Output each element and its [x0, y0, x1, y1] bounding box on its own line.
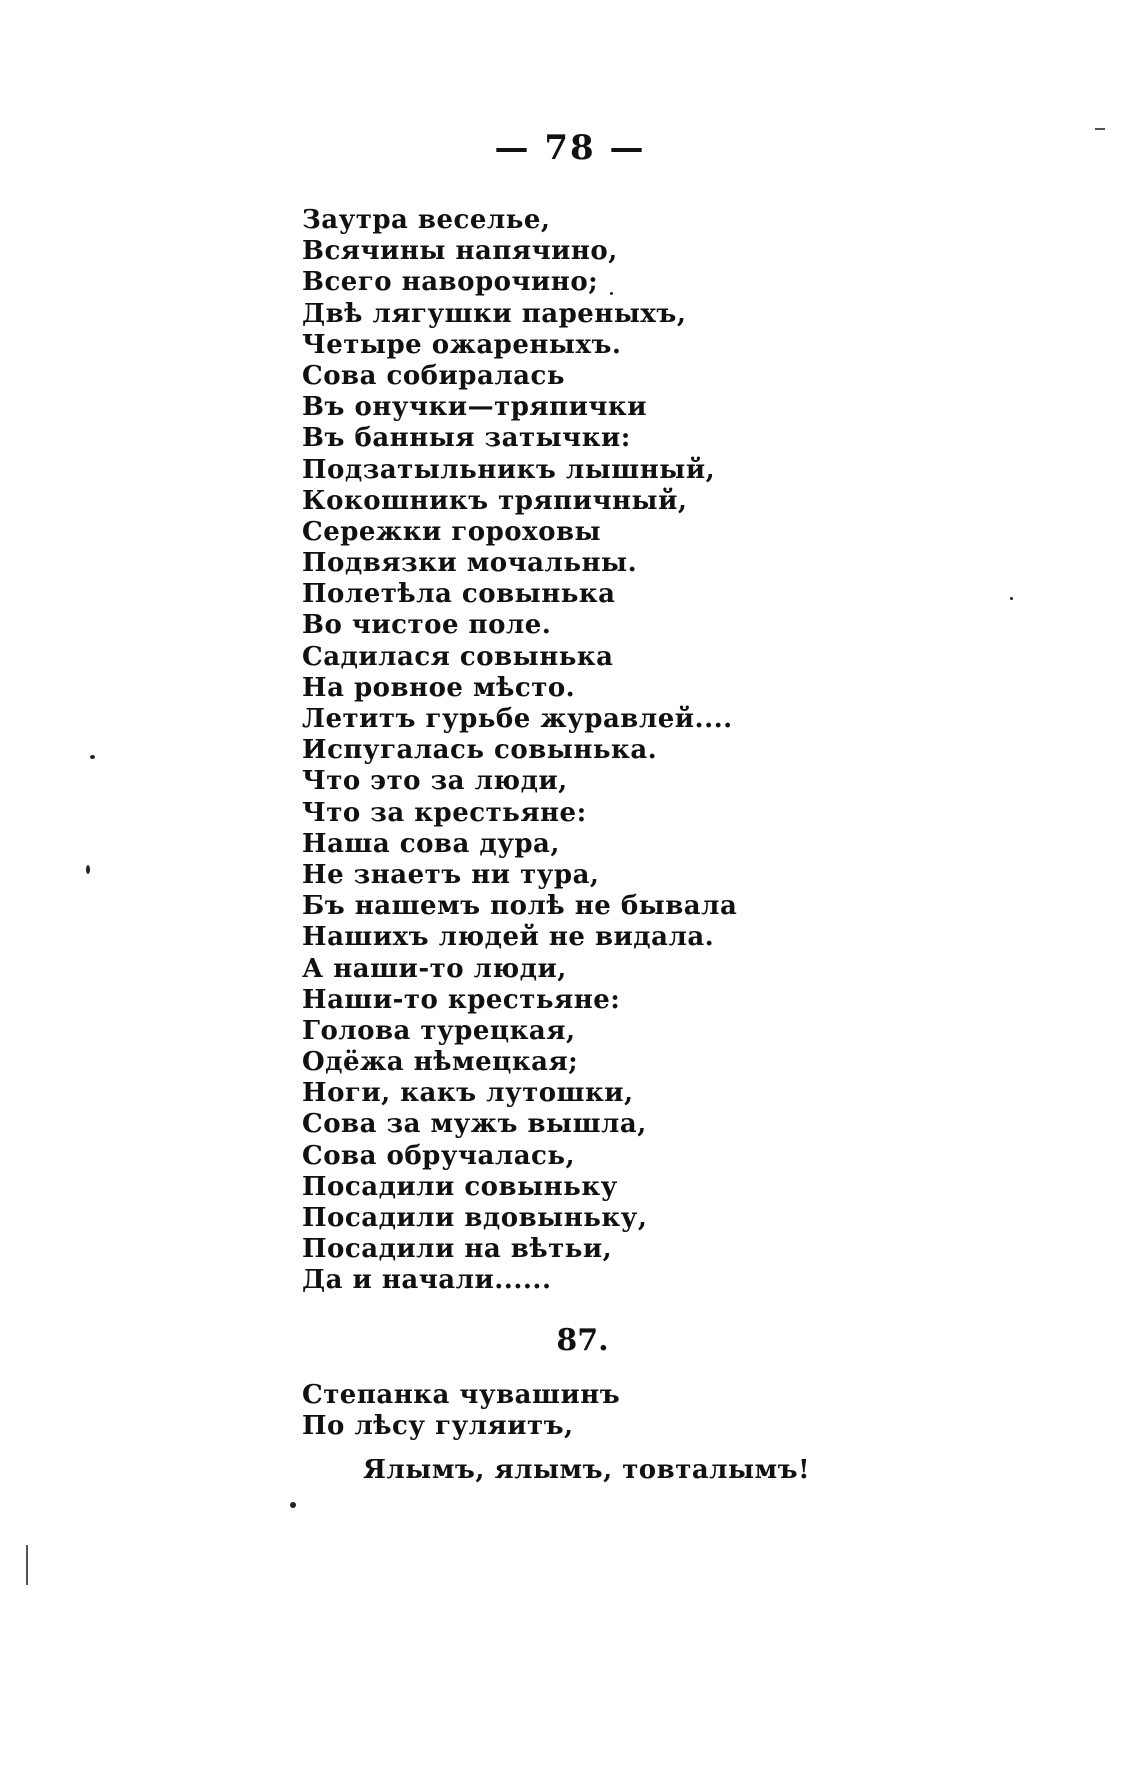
poem-line: По лѣсу гуляитъ, [302, 1411, 574, 1442]
poem-line: Садилася совынька [302, 641, 614, 672]
scan-speck [290, 1502, 296, 1508]
scan-speck [86, 865, 90, 874]
poem-line: Въ онучки—тряпички [302, 392, 647, 423]
scan-speck [610, 292, 613, 295]
poem-text [302, 205, 737, 1297]
poem-line: Всячины напячино, [302, 236, 618, 267]
poem-line: Въ банныя затычки: [302, 423, 631, 454]
poem-line: Посадили вдовыньку, [302, 1203, 648, 1233]
poem-line: Не знаетъ ни тура, [302, 859, 600, 890]
poem-line: Четыре ожареныхъ. [302, 329, 622, 360]
poem-line: На ровное мѣсто. [302, 672, 576, 703]
poem-line: Наши-то крестьяне: [302, 984, 621, 1015]
poem-line: Сова обручалась, [302, 1140, 576, 1171]
poem-line: Что это за люди, [302, 766, 568, 797]
poem-line: Кокошникъ тряпичный, [302, 485, 688, 516]
poem-line: Испугалась совынька. [302, 735, 658, 766]
scan-speck [1010, 597, 1013, 600]
poem-line: Полетѣла совынька [302, 579, 616, 610]
poem-line: Что за крестьяне: [302, 797, 587, 828]
poem-line: Одёжа нѣмецкая; [302, 1047, 579, 1078]
poem-line: Голова турецкая, [302, 1015, 576, 1046]
section-number: 87. [556, 1323, 609, 1358]
poem-line: Сова собиралась [302, 360, 565, 391]
poem-line: Посадили на вѣтьи, [302, 1234, 613, 1265]
poem-line: Заутра веселье, [302, 205, 551, 235]
poem-line: Подзатыльникъ лышный, [302, 454, 716, 485]
poem-line: Бъ нашемъ полѣ не бывала [302, 891, 738, 922]
scan-speck [90, 755, 95, 759]
poem-line: Во чистое поле. [302, 610, 552, 641]
scan-edge-mark [1095, 128, 1105, 130]
scan-edge-mark [26, 1545, 28, 1585]
poem-line: Летитъ гурьбе журавлей.... [302, 704, 733, 734]
poem-line: Да и начали...... [302, 1265, 552, 1296]
poem-line: Подвязки мочальны. [302, 548, 638, 579]
poem-line: Наша сова дура, [302, 828, 560, 859]
poem-text-87 [302, 1380, 620, 1442]
poem-line: Степанка чувашинъ [302, 1380, 621, 1410]
poem-line: Сова за мужъ вышла, [302, 1109, 647, 1140]
poem-line: А наши-то люди, [302, 953, 567, 984]
refrain-line: Ялымъ, ялымъ, товталымъ! [363, 1455, 811, 1485]
page-number: — 78 — [494, 128, 646, 168]
poem-line: Двѣ лягушки пареныхъ, [302, 298, 687, 329]
poem-line: Нашихъ людей не видала. [302, 922, 715, 953]
poem-line: Посадили совыньку [302, 1171, 618, 1202]
poem-line: Ноги, какъ лутошки, [302, 1078, 634, 1109]
poem-line: Всего наворочино; [302, 267, 599, 298]
poem-line: Сережки гороховы [302, 516, 602, 547]
